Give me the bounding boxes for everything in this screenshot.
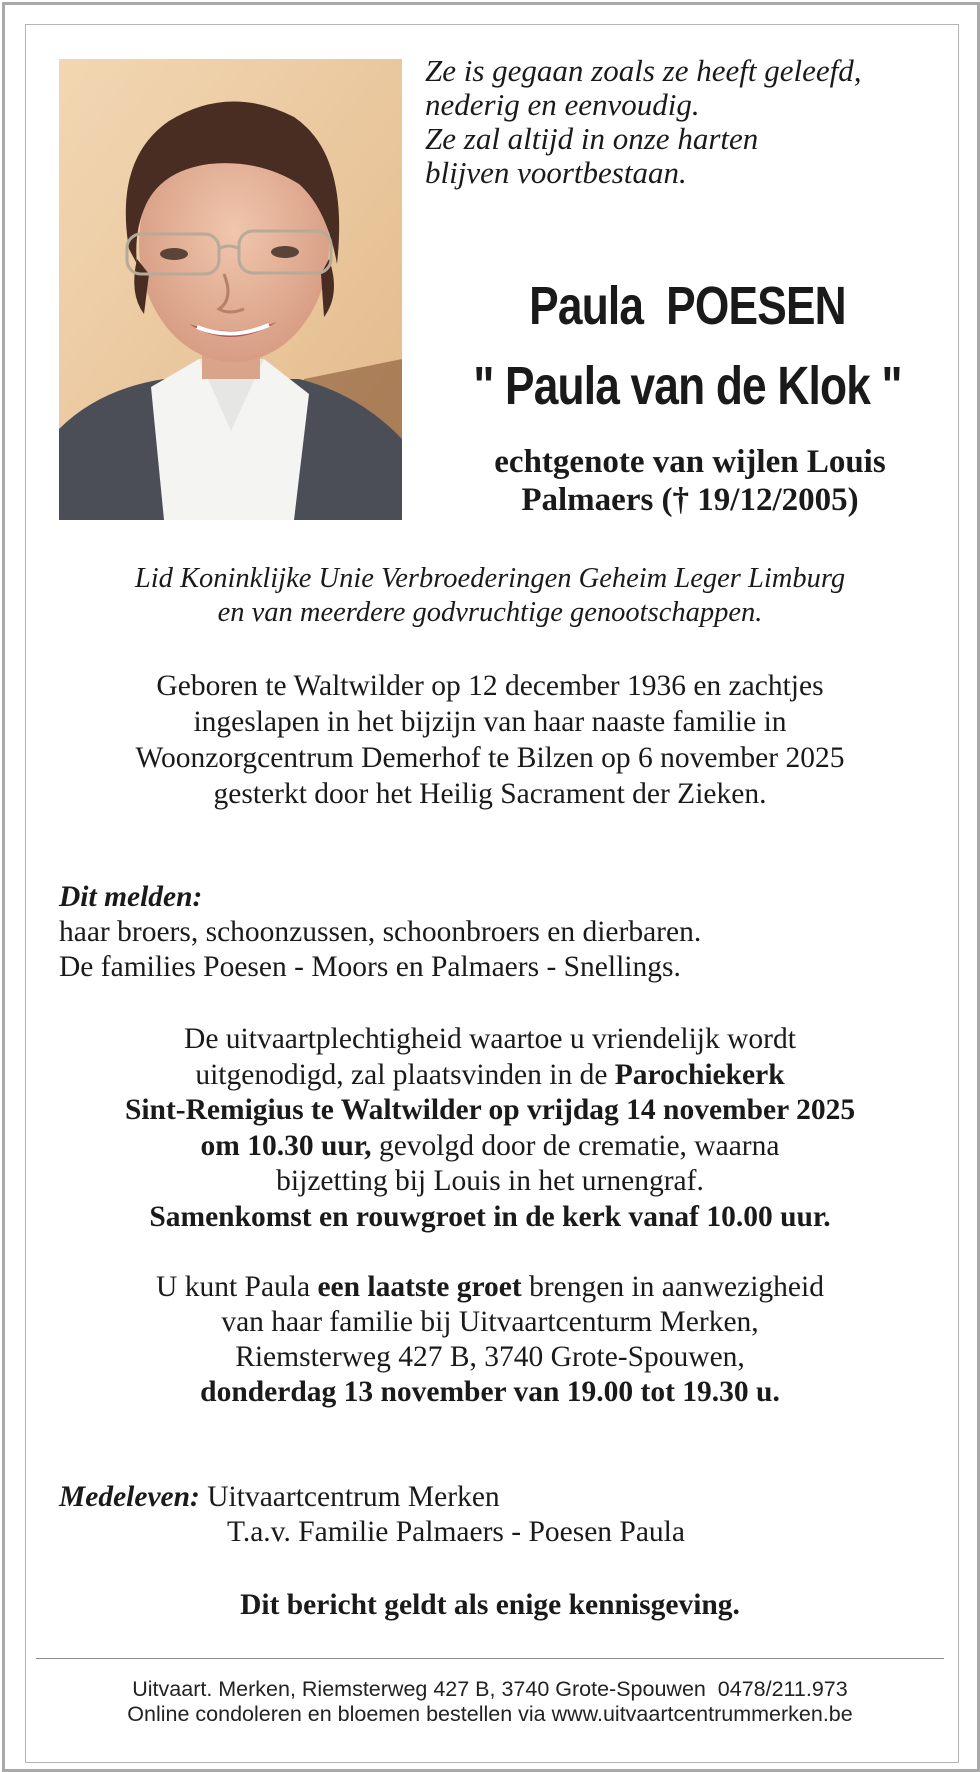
announcers bbox=[59, 880, 939, 985]
service-line-6 bbox=[40, 1200, 940, 1236]
deceased-name-block bbox=[456, 266, 919, 426]
portrait-photo bbox=[59, 59, 402, 520]
service-line-5: bijzetting bij Louis in het urnengraf. bbox=[276, 1165, 704, 1197]
service-line-2 bbox=[40, 1058, 940, 1094]
portrait-image bbox=[59, 59, 402, 520]
poem-line: Ze zal altijd in onze harten bbox=[425, 121, 759, 156]
footer-line-2: Online condoleren en bloemen bestellen via www.uitvaartcentrummerken.be bbox=[127, 1702, 853, 1726]
membership-info bbox=[40, 562, 940, 630]
deceased-name: Paula POESEN bbox=[529, 276, 846, 336]
last-greeting-line-1 bbox=[40, 1270, 940, 1305]
condolences-recipient: Uitvaartcentrum Merken bbox=[199, 1481, 500, 1513]
spouse-info bbox=[420, 443, 960, 519]
last-greeting-text-b: brengen in aanwezigheid bbox=[521, 1271, 824, 1303]
spouse-line-2: Palmaers († 19/12/2005) bbox=[521, 482, 859, 518]
birth-line: Geboren te Waltwilder op 12 december 1936 en zachtjes bbox=[156, 670, 824, 702]
poem-line: blijven voortbestaan. bbox=[425, 155, 687, 190]
poem-line: nederig en eenvoudig. bbox=[425, 87, 700, 122]
service-line-4-text: gevolgd door de crematie, waarna bbox=[371, 1129, 780, 1162]
spouse-line-1: echtgenote van wijlen Louis bbox=[494, 444, 886, 480]
footer bbox=[40, 1677, 940, 1727]
membership-line-2: en van meerdere godvruchtige genootschappen. bbox=[217, 597, 763, 628]
condolences-info bbox=[59, 1480, 939, 1550]
last-greeting-emphasis: een laatste groet bbox=[317, 1271, 522, 1303]
service-location-date: Sint-Remigius te Waltwilder op vrijdag 14 november 2025 bbox=[124, 1094, 856, 1126]
service-time: om 10.30 uur, bbox=[200, 1129, 372, 1162]
sole-notice: Dit bericht geldt als enige kennisgeving. bbox=[240, 1589, 740, 1621]
last-greeting-text-a: U kunt Paula bbox=[156, 1271, 318, 1303]
birth-and-death-info bbox=[40, 668, 940, 812]
last-greeting-line-2: van haar familie bij Uitvaartcenturm Merken, bbox=[221, 1306, 759, 1338]
last-greeting-info bbox=[40, 1270, 940, 1410]
last-greeting-line-4 bbox=[40, 1375, 940, 1410]
announcers-heading: Dit melden: bbox=[59, 881, 203, 913]
service-line-2-text: uitgenodigd, zal plaatsvinden in de bbox=[195, 1058, 615, 1091]
last-greeting-datetime: donderdag 13 november van 19.00 tot 19.30 u. bbox=[200, 1376, 780, 1408]
service-line-1: De uitvaartplechtigheid waartoe u vriendelijk wordt bbox=[184, 1023, 796, 1055]
funeral-service-info bbox=[40, 1022, 940, 1235]
poem bbox=[425, 54, 945, 190]
condolences-line-2: T.a.v. Familie Palmaers - Poesen Paula bbox=[227, 1516, 685, 1548]
last-greeting-line-3: Riemsterweg 427 B, 3740 Grote-Spouwen, bbox=[235, 1341, 745, 1373]
birth-line: Woonzorgcentrum Demerhof te Bilzen op 6 november 2025 bbox=[135, 742, 845, 774]
birth-line: ingeslapen in het bijzijn van haar naaste familie in bbox=[193, 706, 787, 738]
footer-line-1: Uitvaart. Merken, Riemsterweg 427 B, 3740 Grote-Spouwen 0478/211.973 bbox=[132, 1677, 848, 1701]
service-gathering: Samenkomst en rouwgroet in de kerk vanaf 10.00 uur. bbox=[149, 1200, 831, 1233]
birth-line: gesterkt door het Heilig Sacrament der Zieken. bbox=[213, 778, 767, 810]
service-church: Parochiekerk bbox=[614, 1058, 785, 1091]
service-line-3 bbox=[40, 1093, 940, 1129]
service-line-4 bbox=[40, 1129, 940, 1165]
announcers-line-2: De families Poesen - Moors en Palmaers - Snellings. bbox=[59, 951, 681, 983]
deceased-nickname: " Paula van de Klok " bbox=[473, 356, 902, 416]
poem-line: Ze is gegaan zoals ze heeft geleefd, bbox=[425, 53, 862, 88]
condolences-line-1 bbox=[59, 1480, 939, 1515]
footer-divider bbox=[36, 1658, 944, 1659]
condolences-label: Medeleven: bbox=[59, 1481, 200, 1513]
announcers-line-1: haar broers, schoonzussen, schoonbroers en dierbaren. bbox=[59, 916, 702, 948]
membership-line-1: Lid Koninklijke Unie Verbroederingen Geheim Leger Limburg bbox=[134, 563, 846, 594]
